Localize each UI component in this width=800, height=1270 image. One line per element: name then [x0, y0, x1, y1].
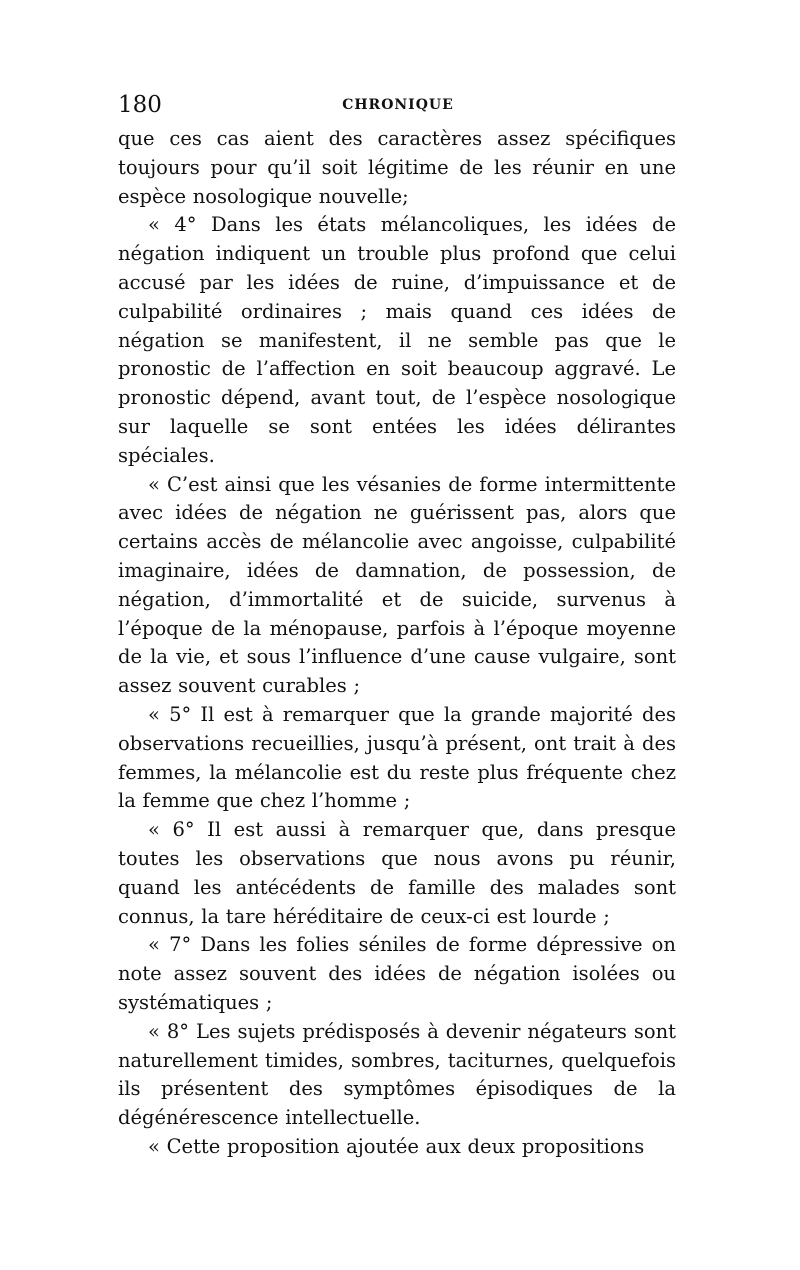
- running-head: [118, 90, 678, 120]
- paragraph-point-5: « 5° Il est à remarquer que la grande majorité des observations recueillies, jusqu’à présent, ont trait à des femmes, la mélancolie est du reste plus fréquente chez la femme que chez l’homme ;: [118, 702, 676, 813]
- page-number: 180: [118, 92, 162, 118]
- paragraph-vesanies: « C’est ainsi que les vésanies de forme intermittente avec idées de négation ne guérissent pas, alors que certains accès de mélancolie avec angoisse, culpabilité imaginaire, idées de damnation, de possession, de négation, d’immortalité et de suicide, survenus à l’époque de la ménopause, parfois à l’époque moyenne de la vie, et sous l’influence d’une cause vulgaire, sont assez souvent curables ;: [118, 472, 676, 698]
- paragraph-point-6: « 6° Il est aussi à remarquer que, dans presque toutes les observations que nous avons pu réunir, quand les antécédents de famille des malades sont connus, la tare héréditaire de ceux-ci est lourde ;: [118, 818, 676, 928]
- paragraph-point-8: « 8° Les sujets prédisposés à devenir négateurs sont naturellement timides, sombres, taciturnes, quelquefois ils présentent des symptômes épisodiques de la dégénérescence intellectuelle.: [118, 1019, 676, 1130]
- paragraph-point-4: « 4° Dans les états mélancoliques, les idées de négation indiquent un trouble plus profond que celui accusé par les idées de ruine, d’impuissance et de culpabilité ordinaires ; mais quand ces idées de négation se manifestent, il ne semble pas que le pronostic de l’affection en soit beaucoup aggravé. Le pronostic dépend, avant tout, de l’espèce nosologique sur laquelle se sont entées les idées délirantes spéciales.: [118, 213, 676, 467]
- body-text: [118, 125, 676, 1162]
- paragraph-proposition: « Cette proposition ajoutée aux deux propositions: [148, 1134, 645, 1158]
- paragraph-continuation: que ces cas aient des caractères assez spécifiques toujours pour qu’il soit légitime de les réunir en une espèce nosologique nouvelle;: [118, 127, 676, 208]
- running-title: CHRONIQUE: [342, 97, 454, 113]
- paragraph-point-7: « 7° Dans les folies séniles de forme dépressive on note assez souvent des idées de négation isolées ou systématiques ;: [118, 933, 676, 1014]
